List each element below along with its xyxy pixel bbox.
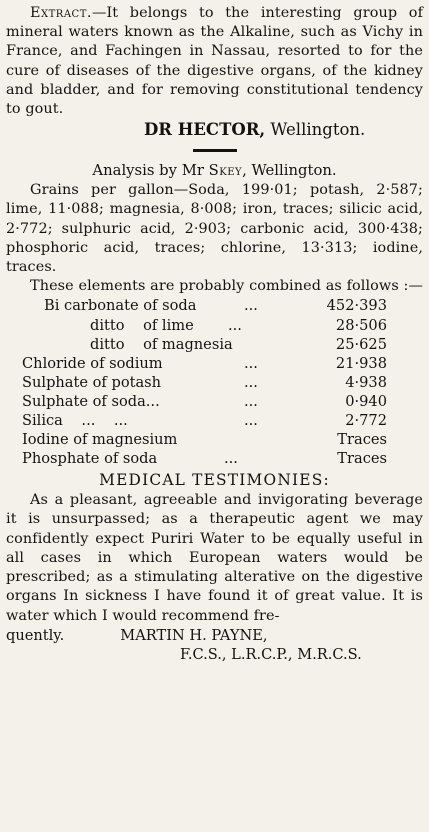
testimony-paragraph: As a pleasant, agreeable and invigorating beverage it is unsurpassed; as a therapeutic agent we may confidently expect Puriri Water to be equally useful in all cases in which European waters would be prescribed; as a stimulating alterative on the digestive organs In sickness I have found it of great value. It is water which I would recommend fre- <box>6 492 423 624</box>
combined-intro: These elements are probably combined as follows :— <box>30 278 423 295</box>
compound-row <box>6 373 423 392</box>
compound-value: Traces <box>337 431 387 449</box>
compound-value: 452·393 <box>326 297 387 315</box>
compound-name: ditto of lime <box>90 316 194 334</box>
section-divider <box>193 149 237 152</box>
extract-label: Extract. <box>30 5 92 21</box>
leader-dots: ... <box>224 450 238 468</box>
testimony-closing-line <box>6 626 423 645</box>
analysis-paragraph: Grains per gallon—Soda, 199·01; potash, 2·587; lime, 11·088; magnesia, 8·008; iron, traces; silicic acid, 2·772; sulphuric acid, 2·903; carbonic acid, 300·438; phosphoric acid, traces; chlorine, 13·313; iodine, traces. <box>6 182 423 276</box>
leader-dots: ... <box>244 297 258 315</box>
compound-value: 4·938 <box>345 373 387 391</box>
compound-name: Silica ... ... <box>22 412 128 429</box>
compound-name: Chloride of sodium <box>22 354 163 372</box>
leader-dots: ... <box>244 392 258 410</box>
payne-credentials: F.C.S., L.R.C.P., M.R.C.S. <box>180 645 362 663</box>
compound-name: ditto of magnesia <box>90 335 233 353</box>
hector-place: Wellington. <box>270 120 366 140</box>
compound-value: 25·625 <box>335 335 387 353</box>
extract-paragraph <box>6 4 423 119</box>
leader-dots: ... <box>244 373 258 391</box>
compound-value: Traces <box>337 450 387 468</box>
compound-name: Phosphate of soda <box>22 450 158 468</box>
compound-name: Iodine of magnesium <box>22 431 178 449</box>
payne-name: MARTIN H. PAYNE, <box>120 626 268 644</box>
compound-table <box>6 296 423 468</box>
compound-row <box>6 430 423 449</box>
leader-dots: ... <box>228 316 242 334</box>
compound-row <box>6 296 423 315</box>
extract-body: —It belongs to the interesting group of mineral waters known as the Alkaline, such as Vichy in France, and Fachingen in Nassau, resorted to for the cure of diseases of the digestive organs, of the kidney and bladder, and for removing constitutional tendency to gout. <box>6 5 423 118</box>
hector-name: DR HECTOR, <box>144 120 266 140</box>
compound-value: 0·940 <box>345 392 387 410</box>
compound-row <box>6 354 423 373</box>
compound-name: Sulphate of potash <box>22 373 162 391</box>
analysis-title-suffix: , Wellington. <box>242 162 337 180</box>
leader-dots: ... <box>244 354 258 372</box>
compound-row <box>6 392 423 411</box>
compound-row <box>6 411 423 430</box>
analyst-name: Skey <box>208 162 243 180</box>
testimony-last-word: quently. <box>6 626 65 644</box>
compound-name: Sulphate of soda... <box>22 392 160 410</box>
compound-row <box>6 449 423 468</box>
hector-signature <box>6 119 423 141</box>
testimonies-heading: MEDICAL TESTIMONIES: <box>99 471 330 490</box>
analysis-title <box>6 161 423 181</box>
compound-value: 21·938 <box>335 354 387 372</box>
compound-row <box>6 335 423 354</box>
compound-value: 28·506 <box>335 316 387 334</box>
analysis-title-prefix: Analysis by Mr <box>92 162 209 180</box>
compound-row <box>6 316 423 335</box>
compound-name: Bi carbonate of soda <box>44 297 197 315</box>
compound-value: 2·772 <box>345 412 387 429</box>
leader-dots: ... <box>244 412 258 429</box>
